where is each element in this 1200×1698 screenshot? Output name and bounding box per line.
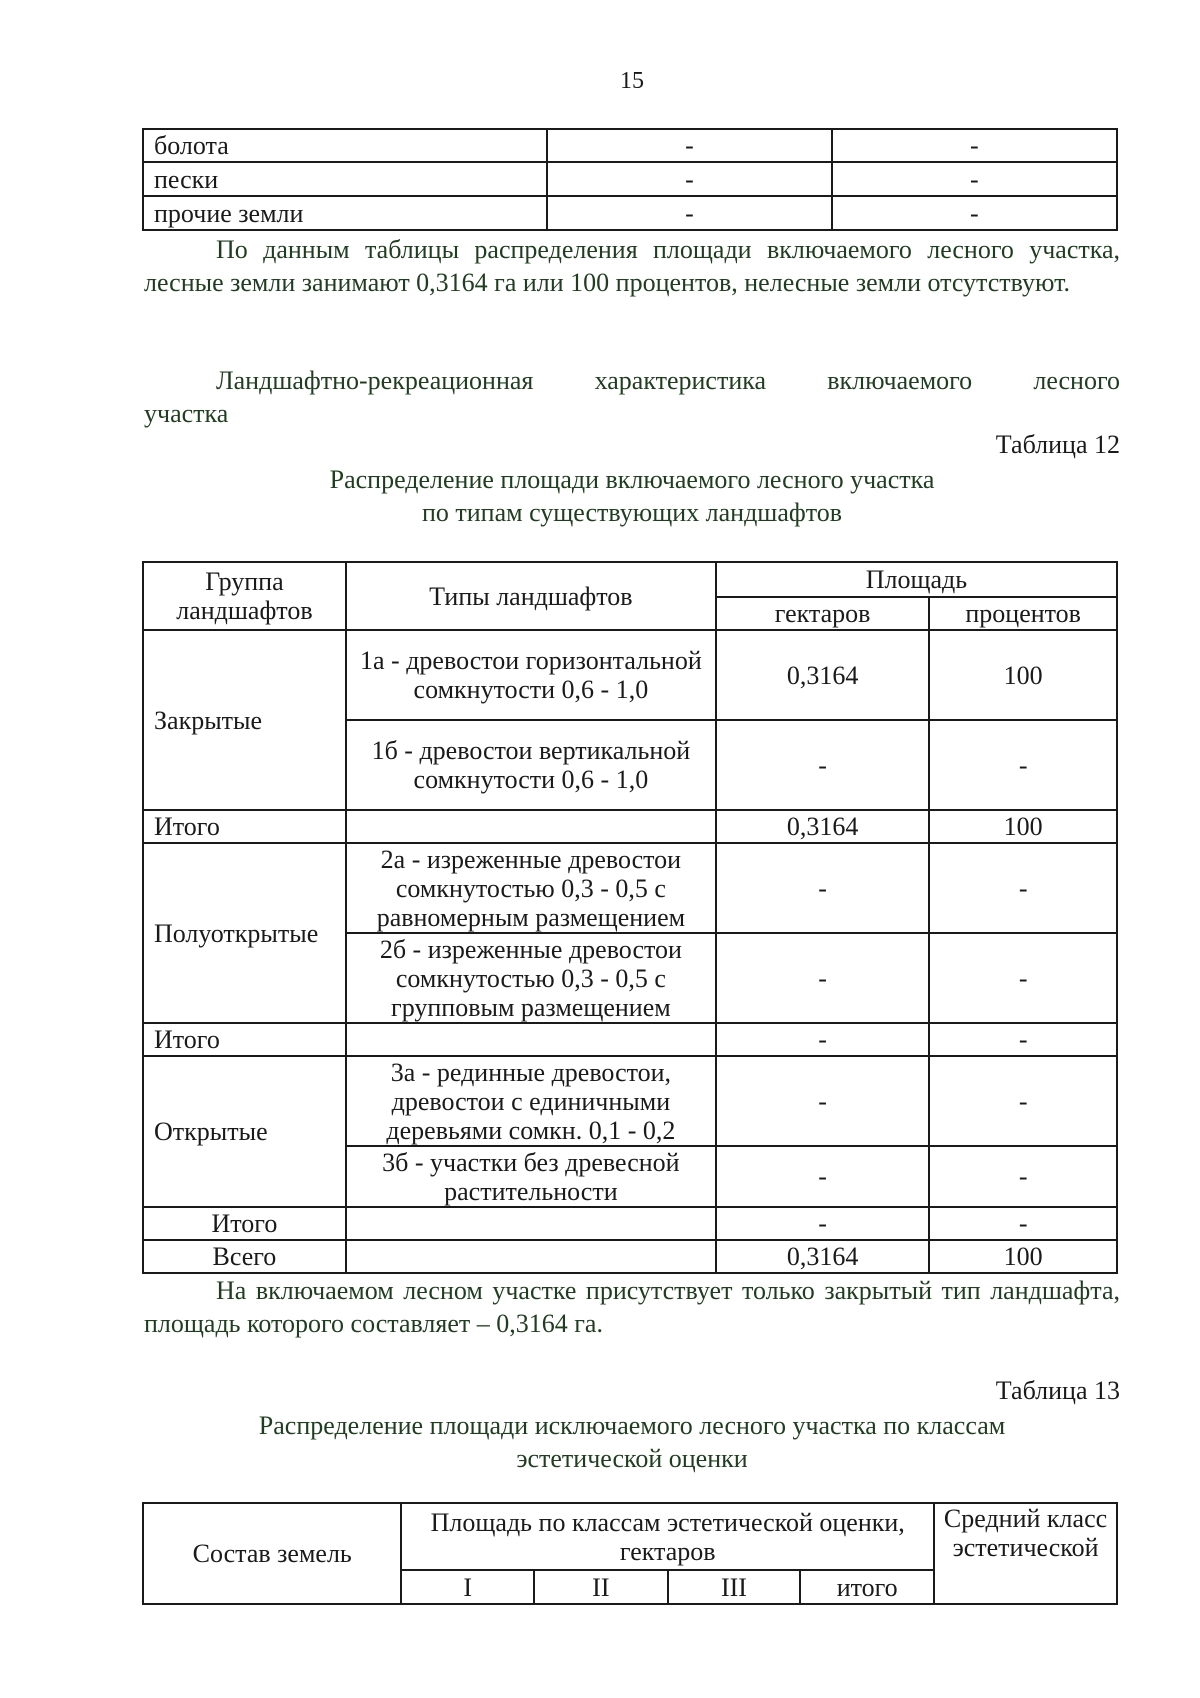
percent-value: 100 [929, 630, 1117, 720]
table-header-row [143, 562, 1117, 597]
group-open: Открытые [143, 1056, 346, 1207]
row-value: - [547, 162, 831, 196]
subtotal-label: Итого [143, 1207, 346, 1240]
caption-line: по типам существующих ландшафтов [421, 498, 842, 527]
table-row [143, 162, 1117, 196]
heading-line: участка [144, 399, 229, 428]
caption-line: Распределение площади включаемого лесного участка [329, 465, 935, 494]
table-row [143, 810, 1117, 843]
hectares-value: - [716, 933, 929, 1023]
table-row [143, 1240, 1117, 1273]
landscape-table [142, 561, 1118, 1274]
land-categories-table [142, 128, 1118, 231]
row-label: болота [143, 129, 547, 162]
aesthetic-table [142, 1502, 1118, 1605]
subtotal-label: Итого [143, 810, 346, 843]
row-label: прочие земли [143, 196, 547, 230]
paragraph-forest-lands: По данным таблицы распределения площади включаемого лесного участка, лесные земли занимают 0,3164 га или 100 процентов, нелесные земли отсутствуют. [144, 235, 1120, 297]
group-semi-open: Полуоткрытые [143, 843, 346, 1023]
header-total: итого [800, 1570, 934, 1604]
hectares-value: - [716, 1146, 929, 1207]
percent-value: - [929, 933, 1117, 1023]
table-header-row [143, 1503, 1117, 1570]
header-average-class: Средний класс эстетической [934, 1503, 1117, 1604]
group-closed: Закрытые [143, 630, 346, 810]
percent-value: 100 [929, 1240, 1117, 1273]
landscape-type: 2б - изреженные древостои сомкнутостью 0,3 - 0,5 с групповым размещением [346, 933, 716, 1023]
table-row [143, 630, 1117, 720]
caption-line: Распределение площади исключаемого лесного участка по классам [258, 1411, 1006, 1440]
empty-cell [346, 1023, 716, 1056]
hectares-value: - [716, 1023, 929, 1056]
percent-value: - [929, 1207, 1117, 1240]
row-value: - [832, 129, 1117, 162]
table-row [143, 129, 1117, 162]
subtotal-label: Итого [143, 1023, 346, 1056]
landscape-type: 1а - древостои горизонтальной сомкнутости 0,6 - 1,0 [346, 630, 716, 720]
header-percent: процентов [929, 597, 1117, 630]
section-heading [144, 364, 1120, 430]
hectares-value: 0,3164 [716, 1240, 929, 1273]
landscape-type: 1б - древостои вертикальной сомкнутости 0,6 - 1,0 [346, 720, 716, 810]
table12-label: Таблица 12 [995, 430, 1120, 459]
landscape-type: 3б - участки без древесной растительности [346, 1146, 716, 1207]
hectares-value: - [716, 1056, 929, 1146]
row-label: пески [143, 162, 547, 196]
header-hectares: гектаров [716, 597, 929, 630]
table-row [143, 196, 1117, 230]
empty-cell [346, 1207, 716, 1240]
percent-value: - [929, 1056, 1117, 1146]
header-class-3: III [668, 1570, 801, 1604]
grand-total-label: Всего [143, 1240, 346, 1273]
caption-line: эстетической оценки [516, 1444, 748, 1473]
percent-value: - [929, 720, 1117, 810]
landscape-type: 2а - изреженные древостои сомкнутостью 0,3 - 0,5 с равномерным размещением [346, 843, 716, 933]
header-class-1: I [401, 1570, 534, 1604]
paragraph-landscape-type: На включаемом лесном участке присутствует только закрытый тип ландшафта, площадь которого составляет – 0,3164 га. [144, 1276, 1120, 1338]
percent-value: - [929, 1146, 1117, 1207]
header-group: Группа ландшафтов [143, 562, 346, 630]
header-area: Площадь [716, 562, 1117, 597]
table-row [143, 1056, 1117, 1146]
table12-caption [144, 463, 1120, 529]
header-composition: Состав земель [143, 1503, 401, 1604]
hectares-value: 0,3164 [716, 630, 929, 720]
percent-value: 100 [929, 810, 1117, 843]
hectares-value: 0,3164 [716, 810, 929, 843]
table-row [143, 1207, 1117, 1240]
landscape-type: 3а - рединные древостои, древостои с единичными деревьями сомкн. 0,1 - 0,2 [346, 1056, 716, 1146]
page-number: 15 [620, 68, 644, 94]
row-value: - [547, 196, 831, 230]
hectares-value: - [716, 720, 929, 810]
header-class-2: II [534, 1570, 668, 1604]
table13-caption [144, 1409, 1120, 1475]
percent-value: - [929, 1023, 1117, 1056]
hectares-value: - [716, 843, 929, 933]
hectares-value: - [716, 1207, 929, 1240]
row-value: - [547, 129, 831, 162]
table-row [143, 1023, 1117, 1056]
row-value: - [832, 162, 1117, 196]
table-row [143, 843, 1117, 933]
heading-line: Ландшафтно-рекреационная характеристика включаемого лесного [216, 366, 1120, 395]
empty-cell [346, 1240, 716, 1273]
row-value: - [832, 196, 1117, 230]
empty-cell [346, 810, 716, 843]
table13-label: Таблица 13 [995, 1376, 1120, 1405]
header-area-classes: Площадь по классам эстетической оценки, гектаров [401, 1503, 934, 1570]
header-types: Типы ландшафтов [346, 562, 716, 630]
percent-value: - [929, 843, 1117, 933]
